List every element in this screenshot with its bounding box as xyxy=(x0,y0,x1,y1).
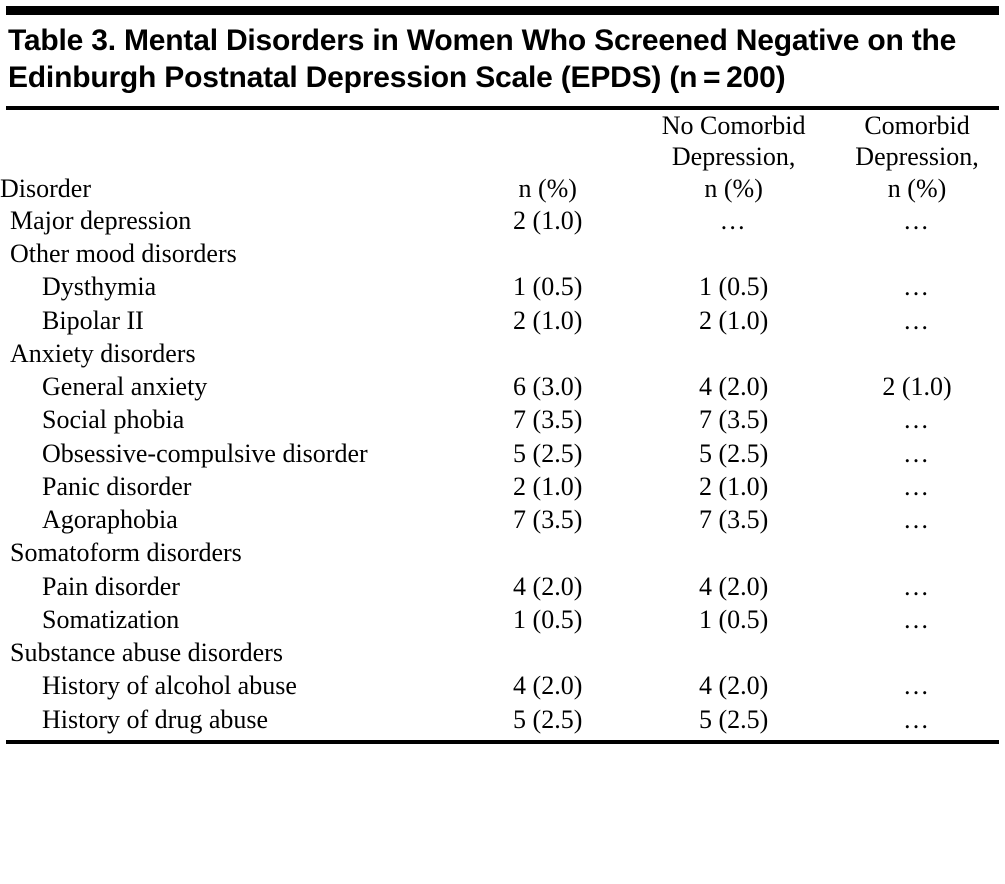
row-label: Other mood disorders xyxy=(10,239,237,269)
cell-no-comorbid: 7 (3.5) xyxy=(698,405,769,435)
cell-n: 7 (3.5) xyxy=(513,405,583,435)
table-row xyxy=(0,503,1005,536)
row-label: Dysthymia xyxy=(42,272,157,302)
cell-comorbid xyxy=(829,570,1005,603)
column-header-comorbid xyxy=(829,110,1005,204)
table-row xyxy=(0,603,1005,636)
table-row xyxy=(0,470,1005,503)
cell-no-comorbid xyxy=(638,636,829,669)
column-header-no-comorbid-line3: n (%) xyxy=(704,173,763,203)
row-label: Panic disorder xyxy=(42,471,192,501)
table-row xyxy=(0,204,1005,237)
cell-no-comorbid: 1 (0.5) xyxy=(698,272,769,302)
cell-comorbid xyxy=(829,636,1005,669)
cell-n: 2 (1.0) xyxy=(513,205,583,235)
cell-no-comorbid xyxy=(638,536,829,569)
cell-n: 2 (1.0) xyxy=(513,305,583,335)
data-table xyxy=(0,110,1005,736)
cell-n: 6 (3.0) xyxy=(513,372,583,402)
table-title-block xyxy=(0,15,1005,102)
cell-no-comorbid xyxy=(638,204,829,237)
table-page xyxy=(0,6,1005,884)
cell-comorbid xyxy=(829,669,1005,702)
cell-comorbid xyxy=(829,437,1005,470)
column-header-comorbid-line1: Comorbid xyxy=(864,111,970,141)
cell-n xyxy=(457,536,638,569)
cell-comorbid xyxy=(829,470,1005,503)
cell-n: 5 (2.5) xyxy=(513,704,583,734)
row-label: General anxiety xyxy=(42,372,208,402)
column-header-no-comorbid-line1: No Comorbid xyxy=(661,111,806,141)
table-row xyxy=(0,403,1005,436)
ellipsis-mark: … xyxy=(903,438,932,468)
ellipsis-mark: … xyxy=(903,272,932,302)
page-title: Table 3. Mental Disorders in Women Who Screened Negative on the Edinburgh Postnatal Depression Scale (EPDS) (n = 200) xyxy=(8,24,957,94)
cell-comorbid: 2 (1.0) xyxy=(882,372,952,402)
table-row xyxy=(0,636,1005,669)
column-header-no-comorbid-line2: Depression, xyxy=(671,142,796,172)
cell-n xyxy=(457,337,638,370)
cell-n: 1 (0.5) xyxy=(513,604,583,634)
cell-comorbid xyxy=(829,204,1005,237)
table-row xyxy=(0,237,1005,270)
cell-no-comorbid: 7 (3.5) xyxy=(698,505,769,535)
table-bottom-rule xyxy=(6,740,999,744)
ellipsis-mark: … xyxy=(903,305,932,335)
cell-no-comorbid: 4 (2.0) xyxy=(698,571,769,601)
table-head xyxy=(0,110,1005,204)
cell-n: 4 (2.0) xyxy=(513,571,583,601)
cell-comorbid xyxy=(829,337,1005,370)
table-row xyxy=(0,270,1005,303)
column-header-comorbid-line3: n (%) xyxy=(887,173,947,203)
row-label: Substance abuse disorders xyxy=(10,638,283,668)
column-header-n: n (%) xyxy=(518,173,577,203)
ellipsis-mark: … xyxy=(903,604,932,634)
ellipsis-mark: … xyxy=(719,205,748,235)
row-label: Somatization xyxy=(42,604,180,634)
table-row xyxy=(0,703,1005,736)
cell-n: 7 (3.5) xyxy=(513,505,583,535)
column-header-no-comorbid xyxy=(638,110,829,204)
row-label: Major depression xyxy=(10,205,192,235)
cell-comorbid xyxy=(829,270,1005,303)
ellipsis-mark: … xyxy=(903,205,932,235)
table-row xyxy=(0,570,1005,603)
cell-n: 1 (0.5) xyxy=(513,272,583,302)
column-header-comorbid-line2: Depression, xyxy=(855,142,979,172)
cell-comorbid xyxy=(829,237,1005,270)
column-header-disorder: Disorder xyxy=(0,173,91,203)
cell-no-comorbid: 1 (0.5) xyxy=(698,604,769,634)
cell-comorbid xyxy=(829,403,1005,436)
table-row xyxy=(0,437,1005,470)
row-label: Agoraphobia xyxy=(42,505,178,535)
cell-no-comorbid: 4 (2.0) xyxy=(698,671,769,701)
cell-comorbid xyxy=(829,603,1005,636)
cell-comorbid xyxy=(829,536,1005,569)
cell-n xyxy=(457,237,638,270)
cell-no-comorbid xyxy=(638,337,829,370)
ellipsis-mark: … xyxy=(903,405,932,435)
cell-no-comorbid: 4 (2.0) xyxy=(698,372,769,402)
ellipsis-mark: … xyxy=(903,704,932,734)
table-body xyxy=(0,204,1005,736)
cell-comorbid xyxy=(829,503,1005,536)
cell-n: 4 (2.0) xyxy=(513,671,583,701)
cell-n: 2 (1.0) xyxy=(513,471,583,501)
cell-no-comorbid xyxy=(638,237,829,270)
row-label: Bipolar II xyxy=(42,305,144,335)
cell-no-comorbid: 2 (1.0) xyxy=(698,305,769,335)
cell-no-comorbid: 5 (2.5) xyxy=(698,438,769,468)
cell-comorbid xyxy=(829,703,1005,736)
ellipsis-mark: … xyxy=(903,505,932,535)
cell-no-comorbid: 5 (2.5) xyxy=(698,704,769,734)
ellipsis-mark: … xyxy=(903,671,932,701)
table-row xyxy=(0,370,1005,403)
ellipsis-mark: … xyxy=(903,571,932,601)
cell-no-comorbid: 2 (1.0) xyxy=(698,471,769,501)
row-label: Anxiety disorders xyxy=(10,338,196,368)
ellipsis-mark: … xyxy=(903,471,932,501)
row-label: History of drug abuse xyxy=(42,704,269,734)
cell-n: 5 (2.5) xyxy=(513,438,583,468)
row-label: Social phobia xyxy=(42,405,185,435)
table-header-row xyxy=(0,110,1005,204)
table-row xyxy=(0,536,1005,569)
table-row xyxy=(0,669,1005,702)
cell-n xyxy=(457,636,638,669)
table-row xyxy=(0,304,1005,337)
row-label: Pain disorder xyxy=(42,571,180,601)
table-top-rule xyxy=(6,6,999,15)
table-row xyxy=(0,337,1005,370)
row-label: History of alcohol abuse xyxy=(42,671,297,701)
row-label: Obsessive-compulsive disorder xyxy=(42,438,368,468)
cell-comorbid xyxy=(829,304,1005,337)
row-label: Somatoform disorders xyxy=(10,538,242,568)
